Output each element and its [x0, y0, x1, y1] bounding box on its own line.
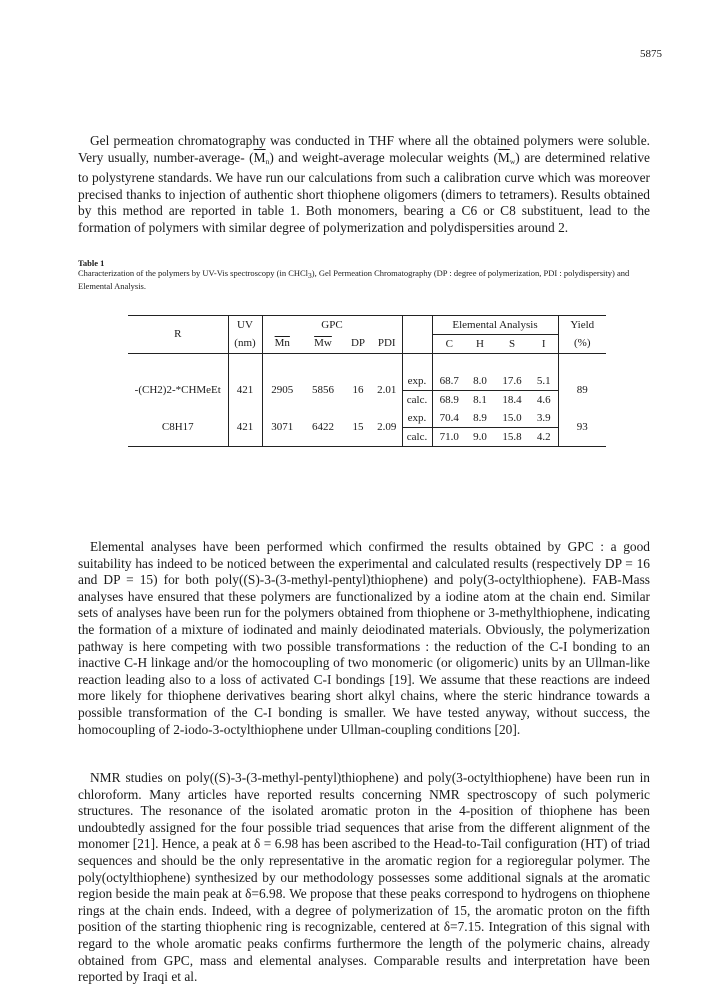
mn-symbol: $\overline{M}$: [253, 149, 266, 165]
row2-exp-s: 15.0: [494, 409, 530, 428]
row2-calc-h: 9.0: [466, 428, 494, 447]
row1-calc-i: 4.6: [530, 391, 558, 410]
header-mw: $\overline{Mw}$: [314, 337, 332, 350]
row2-calc-s: 15.8: [494, 428, 530, 447]
header-dp: DP: [350, 337, 366, 350]
row1-exp-s: 17.6: [494, 372, 530, 391]
row2-calc-c: 71.0: [432, 428, 466, 447]
table-spacer-row: [128, 354, 606, 373]
row2-mw: 6422: [302, 409, 344, 447]
mw-subscript: w: [509, 156, 516, 166]
caption-part-b: ), Gel Permeation Chromatography (DP : degree of polymerization, PDI : polydispersity) and Elemental Analysis.: [78, 268, 630, 291]
row2-exp-i: 3.9: [530, 409, 558, 428]
characterization-table: [128, 315, 606, 447]
row1-calc-h: 8.1: [473, 393, 487, 406]
row1-exp-label: exp.: [402, 372, 432, 391]
row1-dp: 16: [352, 384, 364, 396]
nmr-paragraph: NMR studies on poly((S)-3-(3-methyl-pentyl)thiophene) and poly(3-octylthiophene) have been run in chloroform. Many articles have reported results concerning NMR spectroscopy of such polymeric structures. The resonance of the isolated aromatic proton in the 4-position of thiophene has been undoubtedly assigned for the four possible triad sequences that arise from the different alignment of the monomer [21]. Hence, a peak at δ = 6.98 has been ascribed to the Head-to-Tail configuration (HT) of triad sequences and should be the only representative in the aromatic region for a regioregular polymer. The poly(octylthiophene) synthesized by our methodology possesses some additional signals at the aromatic region beside the main peak at δ=6.98. We propose that these peaks correspond to hydrogens on thiophene rings at the chain ends. Indeed, with a degree of polymerization of 15, the aromatic proton on the fifth position of the starting thiophenic ring is recognizable, centered at δ=7.15. Integration of this signal with regard to the whole aromatic peaks confirms furthermore the length of the polymeric chains, already obtained from GPC, mass and elemental analyses. Comparable results and interpretation have been reported by Iraqi et al.: [78, 770, 650, 985]
gpc-text-part-a: Gel permeation chromatography was conducted in THF where all the obtained polymers were soluble. Very usually, number-average- (: [78, 133, 650, 165]
row1-yield: 89: [576, 384, 588, 396]
header-elemental-analysis: Elemental Analysis: [432, 316, 558, 335]
header-r: R: [128, 316, 228, 354]
row2-exp-c: 70.4: [432, 409, 466, 428]
row1-pdi: 2.01: [372, 372, 402, 409]
table-caption: [78, 268, 650, 292]
row1-mw: 5856: [312, 384, 334, 396]
row1-r: -(CH2)2-*CHMeEt: [128, 372, 228, 409]
table-label: Table 1: [78, 258, 105, 268]
elemental-analysis-paragraph: Elemental analyses have been performed which confirmed the results obtained by GPC : a good suitability has indeed to be noticed between the experimental and calculated results (respectively DP = 16 and DP = 15) for both poly((S)-3-(3-methyl-pentyl)thiophene) and poly(3-octylthiophene). FAB-Mass analyses have ensured that these polymers are functionalized by a iodine atom at the chain end. Similar sets of analyses have been run for the polymers obtained from thiophene or 3-methylthiophene, indicating the formation of a mixture of iodinated and mainly deiodinated materials. Obviously, the polymerization pathway is here competing with two possible transformations : the reduction of the C-I bonding to an inactive C-H linkage and/or the homocoupling of two monomeric (or oligomeric) units by an Ullman-like reaction leading also to a loss of activated C-I bondings [19]. We assume that these reactions are indeed more likely for thiophene derivatives bearing short alkyl chains, where the steric hindrance towards a possible transformation of the C-I bonding is smaller. We have tested anyway, without success, the homocoupling of 2-iodo-3-octylthiophene under Ullman-coupling conditions [20].: [78, 539, 650, 737]
header-h: H: [476, 337, 484, 350]
row2-mn: 3071: [262, 409, 302, 447]
header-blank: [402, 316, 432, 354]
table-row: [128, 372, 606, 391]
mw-symbol: $\overline{M}$: [497, 149, 510, 165]
mn-subscript: n: [265, 156, 270, 166]
gpc-text-part-b: ) and weight-average molecular weights (: [269, 149, 498, 165]
header-i: I: [530, 335, 558, 354]
page-number: 5875: [640, 48, 662, 60]
row2-calc-label: calc.: [402, 428, 432, 447]
header-uv: UV: [228, 316, 262, 335]
row2-r: C8H17: [128, 409, 228, 447]
table-row: [128, 409, 606, 428]
row1-calc-c: 68.9: [439, 393, 459, 406]
header-yield-unit: (%): [574, 337, 591, 350]
row2-dp: 15: [344, 409, 372, 447]
row1-exp-c: 68.7: [432, 372, 466, 391]
row1-calc-label: calc.: [402, 391, 432, 410]
header-mn: $\overline{Mn}$: [274, 337, 290, 350]
row1-exp-h: 8.0: [466, 372, 494, 391]
row1-calc-s: 18.4: [502, 393, 522, 406]
header-yield: Yield: [558, 316, 606, 335]
header-c: C: [445, 337, 453, 350]
row1-exp-i: 5.1: [530, 372, 558, 391]
gpc-paragraph: [78, 133, 650, 237]
gpc-text-part-c: ) are determined relative to polystyrene standards. We have run our calculations from such a calibration curve which was moreover precised thanks to injection of authentic short thiophene oligomers (dimers to tetramers). Results obtained by this method are reported in table 1. Both monomers, bearing a C6 or C8 substituent, lead to the formation of polymers with similar degree of polymerization and polydispersities around 2.: [78, 149, 650, 235]
row1-uv: 421: [228, 372, 262, 409]
row2-calc-i: 4.2: [530, 428, 558, 447]
caption-subscript: 3: [308, 271, 312, 280]
header-pdi: PDI: [372, 335, 402, 354]
table-header-row-1: [128, 316, 606, 335]
row2-yield: 93: [558, 409, 606, 447]
row2-exp-h: 8.9: [466, 409, 494, 428]
row2-pdi: 2.09: [372, 409, 402, 447]
row2-uv: 421: [228, 409, 262, 447]
header-gpc: GPC: [262, 316, 402, 335]
caption-part-a: Characterization of the polymers by UV-Vis spectroscopy (in CHCl: [78, 268, 309, 278]
header-s: S: [508, 337, 516, 350]
header-uv-unit: (nm): [228, 335, 262, 354]
row2-exp-label: exp.: [402, 409, 432, 428]
row1-mn: 2905: [271, 384, 294, 396]
